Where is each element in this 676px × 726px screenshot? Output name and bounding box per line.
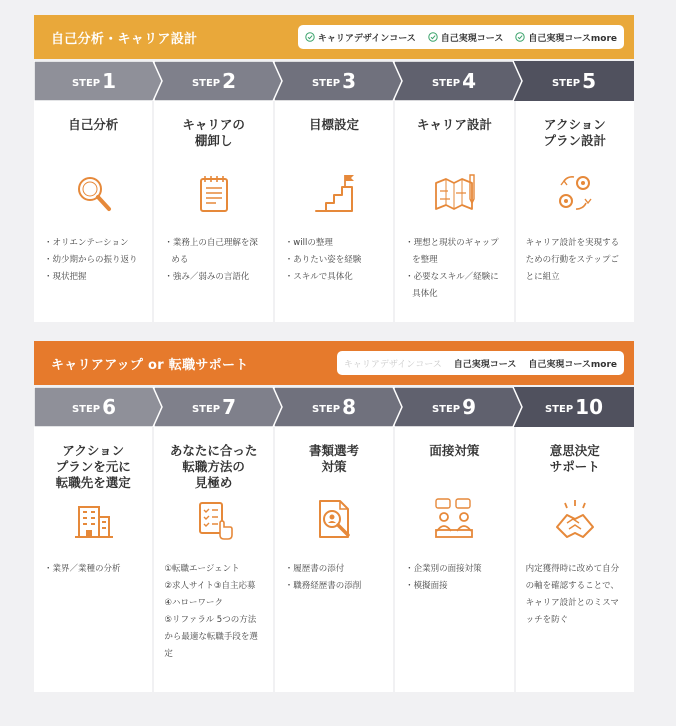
step-label: STEP	[544, 403, 574, 415]
step-number: 5	[582, 69, 597, 93]
list-item: ・模擬面接	[405, 581, 448, 591]
check-circle-icon	[515, 32, 525, 42]
step-3-tab	[274, 61, 394, 101]
step-title: 意思決定 サポート	[549, 443, 600, 474]
notepad-icon	[164, 171, 262, 219]
step-description	[285, 235, 383, 286]
course-tag: キャリアデザインコース	[305, 31, 416, 44]
list-item: ・ありたい姿を経験	[284, 255, 362, 265]
step-title: アクション プラン設計	[543, 117, 607, 148]
list-item: ・オリエンテーション	[44, 238, 129, 248]
step-number: 4	[462, 69, 477, 93]
step-label: STEP	[431, 403, 461, 415]
course-tag-disabled: キャリアデザインコース	[343, 359, 442, 370]
step-number: 3	[342, 69, 357, 93]
step-title: キャリアの 棚卸し	[182, 117, 245, 148]
step-6-card	[34, 427, 152, 692]
step-title: 書類選考 対策	[308, 443, 359, 474]
step-description	[405, 561, 503, 595]
step-description	[526, 561, 624, 629]
section-title: キャリアアップ or 転職サポート	[51, 357, 249, 373]
course-tag: 自己実現コース	[453, 359, 517, 370]
step-number: 6	[102, 395, 117, 419]
list-item: ・現状把握	[44, 272, 87, 282]
course-tags	[298, 25, 624, 49]
step-9-tab	[394, 387, 514, 427]
list-item: ・業界／業種の分析	[44, 564, 121, 574]
list-item: ・業務上の自己理解を深める	[164, 238, 258, 265]
step-cards	[34, 101, 634, 322]
list-item: ・職務経歴書の添削	[284, 581, 362, 591]
course-tag: 自己実現コース	[428, 31, 504, 44]
stairs-flag-icon	[285, 171, 383, 219]
list-item: ・スキルで具体化	[284, 272, 353, 282]
step-label: STEP	[71, 403, 101, 415]
course-tag: 自己実現コースmore	[528, 359, 617, 370]
step-9-card	[395, 427, 513, 692]
step-10-tab	[514, 387, 634, 427]
step-bar	[34, 61, 634, 101]
section-career-design	[34, 15, 634, 322]
course-tags	[337, 351, 624, 375]
step-description	[44, 235, 142, 286]
step-7-card	[154, 427, 272, 692]
description-text: 内定獲得時に改めて自分の軸を確認することで、キャリア設計とのミスマッチを防ぐ	[525, 564, 620, 625]
step-8-tab	[274, 387, 394, 427]
step-5-tab	[514, 61, 634, 101]
step-title: 自己分析	[68, 117, 119, 132]
step-1-card	[34, 101, 152, 322]
list-item: ・幼少期からの振り返り	[44, 255, 138, 265]
step-description	[164, 561, 262, 663]
step-3-card	[275, 101, 393, 322]
step-description	[44, 561, 142, 578]
interview-icon	[405, 497, 503, 545]
step-10-card	[516, 427, 634, 692]
building-icon	[44, 497, 142, 545]
step-2-card	[154, 101, 272, 322]
step-label: STEP	[71, 77, 101, 89]
step-title: 面接対策	[429, 443, 480, 458]
step-number: 10	[575, 395, 604, 419]
step-label: STEP	[191, 403, 221, 415]
section-header	[34, 15, 634, 59]
list-item: ・willの整理	[284, 238, 333, 248]
step-label: STEP	[551, 77, 581, 89]
step-label: STEP	[191, 77, 221, 89]
step-number: 1	[102, 69, 117, 93]
step-8-card	[275, 427, 393, 692]
step-5-card	[516, 101, 634, 322]
step-number: 7	[222, 395, 237, 419]
step-bar	[34, 387, 634, 427]
step-description	[405, 235, 503, 303]
list-item: ・強み／弱みの言語化	[164, 272, 250, 282]
step-description	[285, 561, 383, 595]
step-title: 目標設定	[308, 117, 359, 132]
checklist-hand-icon	[164, 497, 262, 545]
section-header	[34, 341, 634, 385]
list-item: ・理想と現状のギャップを整理	[405, 238, 499, 265]
step-label: STEP	[311, 403, 341, 415]
step-number: 8	[342, 395, 357, 419]
step-7-tab	[154, 387, 274, 427]
list-item: ・履歴書の添付	[284, 564, 345, 574]
step-4-tab	[394, 61, 514, 101]
resume-search-icon	[285, 497, 383, 545]
step-label: STEP	[431, 77, 461, 89]
course-tag: 自己実現コースmore	[515, 31, 617, 44]
list-item: ・必要なスキル／経験に具体化	[405, 272, 499, 299]
step-2-tab	[154, 61, 274, 101]
list-item: ・企業別の面接対策	[405, 564, 482, 574]
description-text: キャリア設計を実現するための行動をステップごとに組立	[525, 238, 620, 282]
description-text: ①転職エージェント ②求人サイト③自主応募④ハローワーク ⑤リファラル 5つの方法から最適な転職手段を選定	[164, 564, 258, 659]
step-title: アクション プランを元に 転職先を選定	[55, 443, 131, 490]
handshake-icon	[526, 497, 624, 545]
step-title: あなたに合った 転職方法の 見極め	[169, 443, 258, 490]
step-6-tab	[34, 387, 154, 427]
step-description	[526, 235, 624, 286]
check-circle-icon	[428, 32, 438, 42]
step-cards	[34, 427, 634, 692]
check-circle-icon	[305, 32, 315, 42]
step-number: 2	[222, 69, 237, 93]
section-title: 自己分析・キャリア設計	[51, 31, 198, 47]
step-label: STEP	[311, 77, 341, 89]
step-4-card	[395, 101, 513, 322]
gears-cycle-icon	[526, 171, 624, 219]
step-description	[164, 235, 262, 286]
step-title: キャリア設計	[416, 117, 492, 132]
step-1-tab	[34, 61, 154, 101]
section-career-change	[34, 341, 634, 692]
blueprint-icon	[405, 171, 503, 219]
magnifier-icon	[44, 171, 142, 219]
step-number: 9	[462, 395, 477, 419]
